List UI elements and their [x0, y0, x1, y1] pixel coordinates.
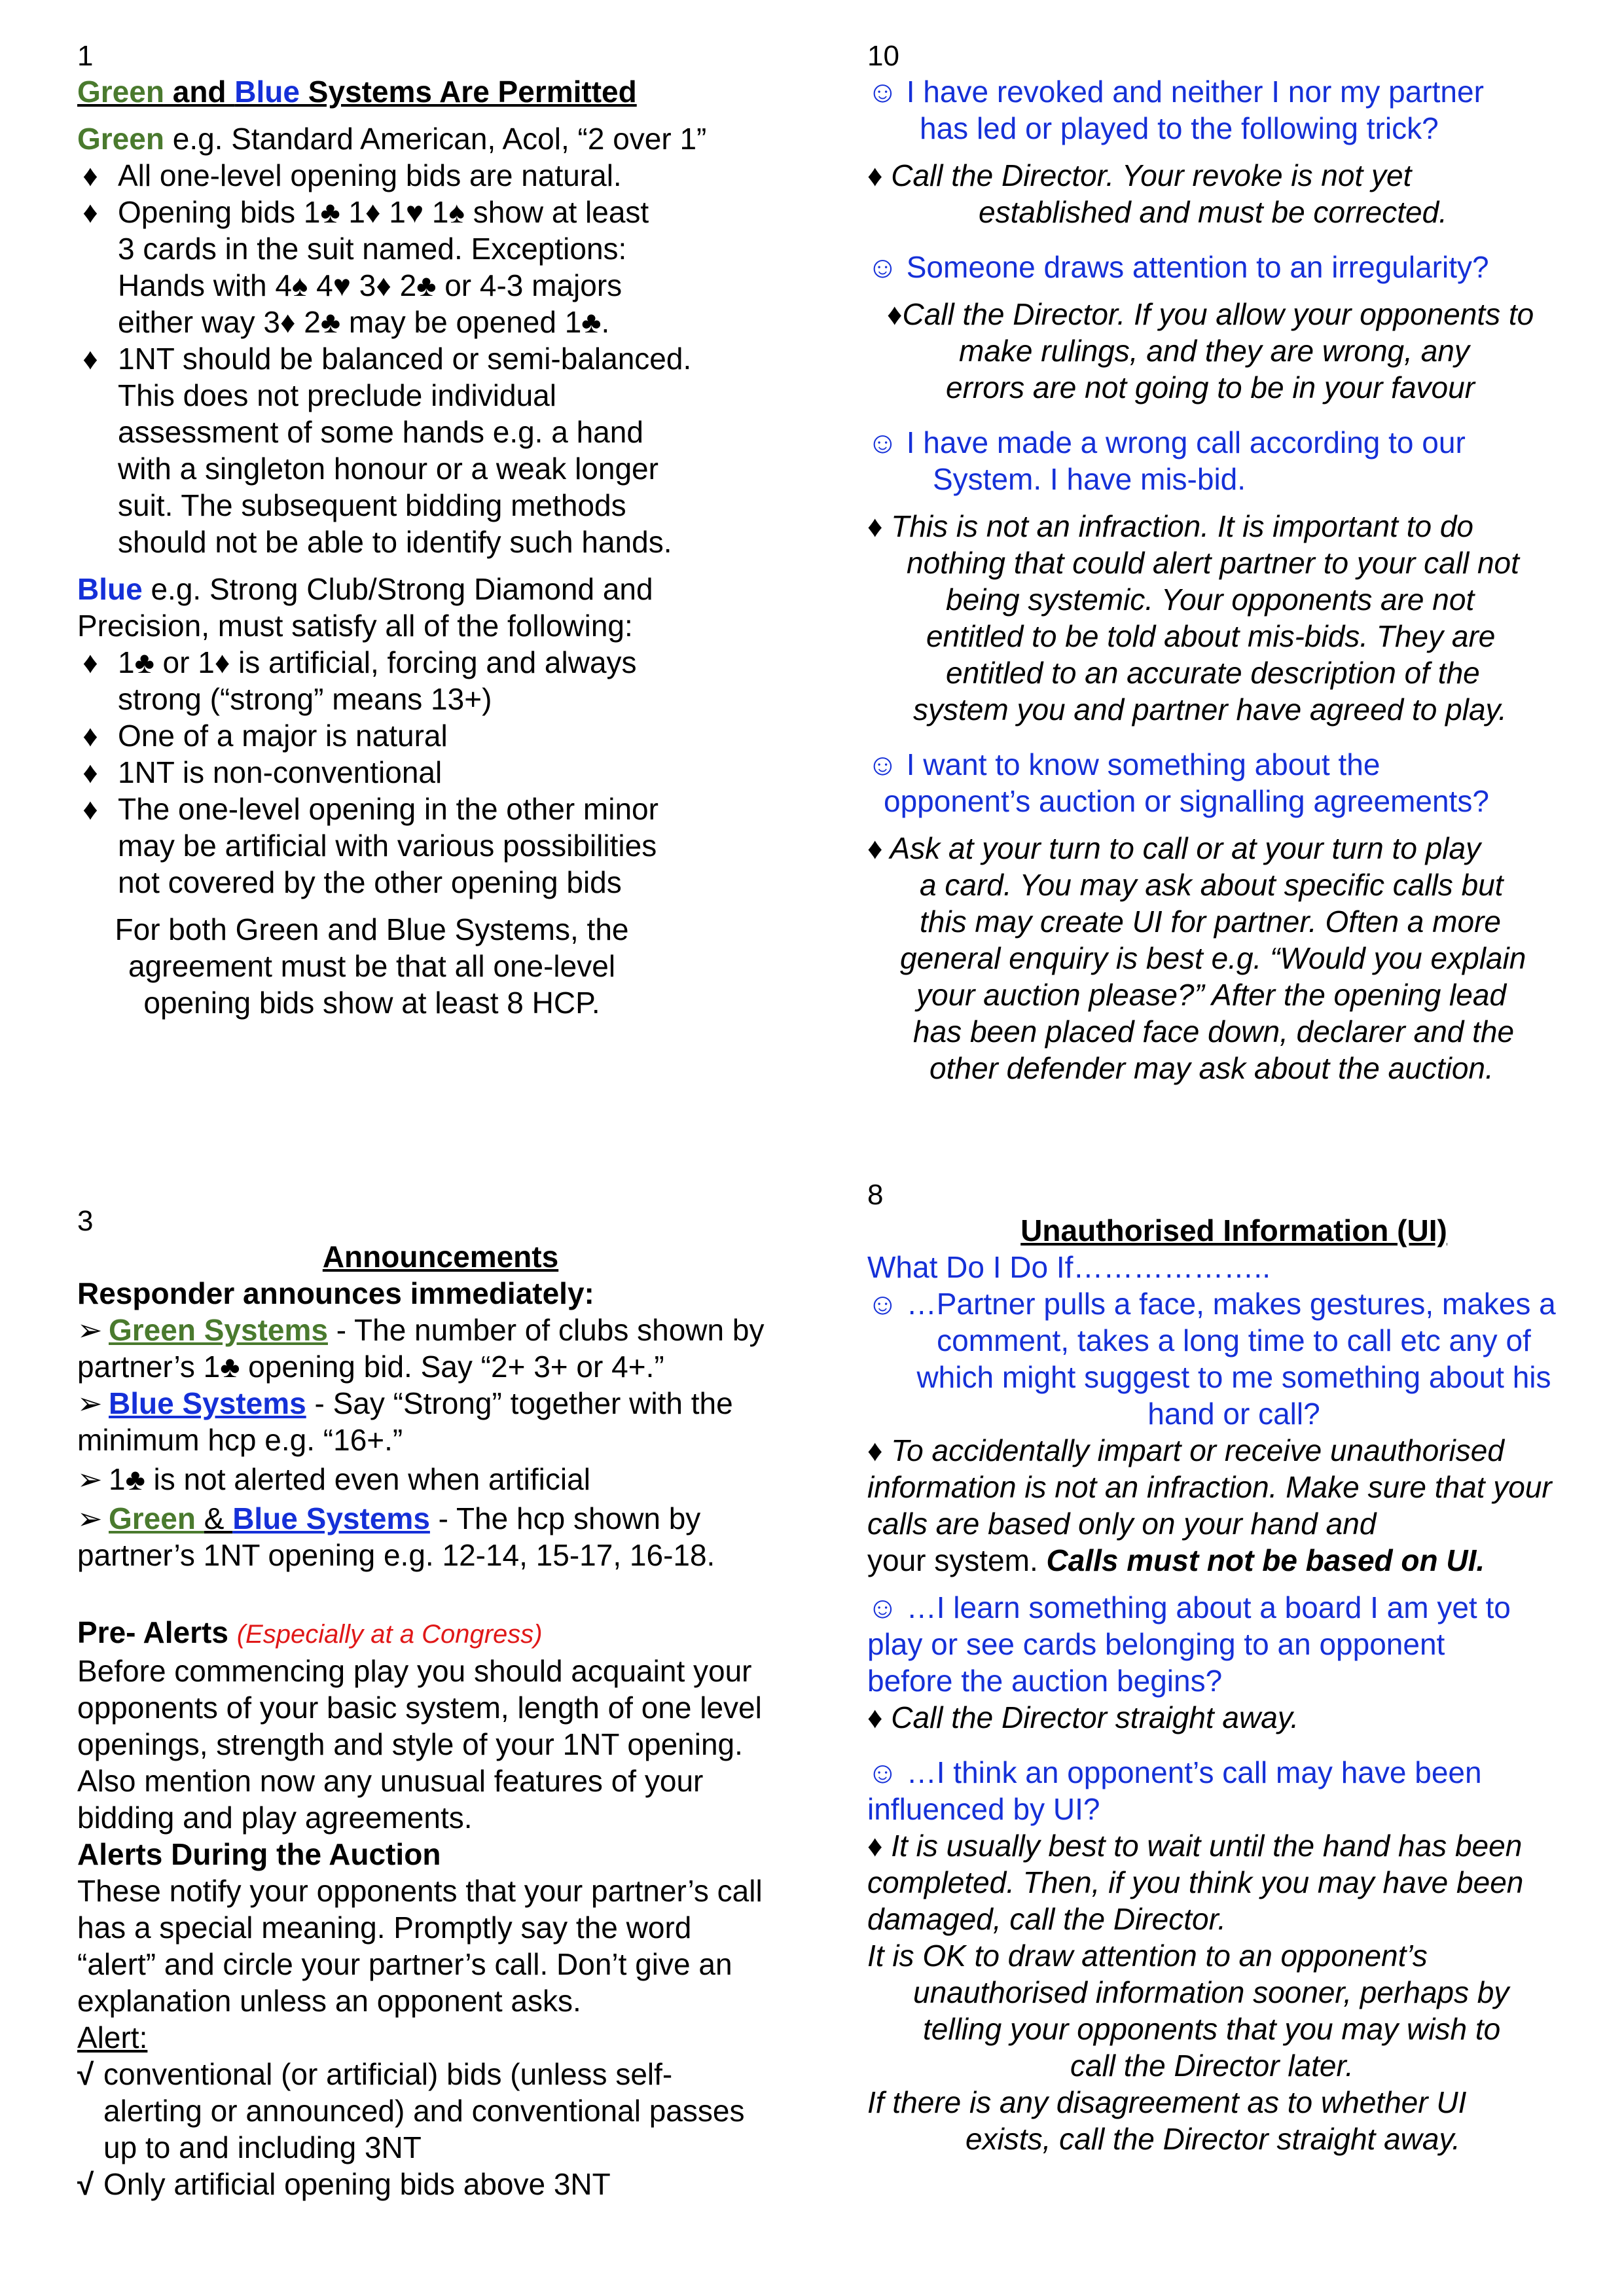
list-item-text: Only artificial opening bids above 3NT	[103, 2167, 611, 2201]
title-rest: Systems Are Permitted	[299, 75, 637, 109]
question-line: which might suggest to me something about his	[916, 1360, 1551, 1394]
answer-line: a card. You may ask about specific calls but	[920, 868, 1504, 902]
page-number: 10	[867, 40, 899, 72]
blue-description-line2: Precision, must satisfy all of the following:	[77, 609, 633, 643]
arrow-bullet-icon: ➢	[77, 1386, 103, 1420]
list-item	[77, 1500, 804, 1537]
section-title: Unauthorised Information (UI)	[1020, 1213, 1447, 1247]
answer	[867, 157, 1600, 230]
answer-line: ♦ To accidentally impart or receive unauthorised	[867, 1433, 1504, 1467]
list-item-text: 1NT should be balanced or semi-balanced.	[118, 342, 692, 376]
page-number: 1	[77, 40, 94, 72]
list-item	[77, 1461, 804, 1498]
answer-line: damaged, call the Director.	[867, 1902, 1227, 1936]
blue-system-heading	[77, 571, 804, 607]
paragraph-line: openings, strength and style of your 1NT opening.	[77, 1727, 743, 1761]
list-item-text: partner’s 1♣ opening bid. Say “2+ 3+ or 4+.”	[77, 1350, 664, 1384]
note-line: agreement must be that all one-level	[128, 949, 616, 983]
answer-emphasis: Calls must not be based on UI.	[1046, 1543, 1485, 1577]
list-item-text: assessment of some hands e.g. a hand	[118, 415, 643, 449]
answer-line	[867, 1542, 1600, 1579]
question-line: has led or played to the following trick?	[920, 111, 1439, 145]
title-and: and	[164, 75, 235, 109]
paragraph-line: opponents of your basic system, length of one level	[77, 1691, 762, 1725]
diamond-bullet-icon: ♦	[82, 645, 98, 679]
pre-alerts-title: Pre- Alerts	[77, 1615, 228, 1649]
list-item-text: suit. The subsequent bidding methods	[118, 488, 626, 522]
question	[867, 1589, 1600, 1699]
diamond-bullet-icon: ♦	[82, 195, 98, 229]
answer-line: exists, call the Director straight away.	[965, 2122, 1460, 2156]
answer-line: It is OK to draw attention to an opponent’s	[867, 1939, 1428, 1973]
both-systems-note	[77, 911, 666, 1021]
answer-line: ♦ It is usually best to wait until the hand has been	[867, 1829, 1523, 1863]
blue-label: Blue	[77, 572, 143, 606]
list-item	[77, 194, 804, 340]
list-item-text: - Say “Strong” together with the	[306, 1386, 733, 1420]
answer	[867, 1699, 1600, 1736]
subheading: Responder announces immediately:	[77, 1276, 594, 1310]
question	[867, 746, 1600, 819]
green-description: e.g. Standard American, Acol, “2 over 1”	[164, 122, 707, 156]
ampersand: &	[204, 1501, 233, 1535]
answer-line: nothing that could alert partner to your call not	[907, 546, 1519, 580]
answer-line: has been placed face down, declarer and the	[913, 1014, 1515, 1049]
answer	[867, 1432, 1600, 1579]
list-item-text: - The hcp shown by	[429, 1501, 701, 1535]
alerts-heading: Alerts During the Auction	[77, 1837, 441, 1871]
list-item-text: partner’s 1NT opening e.g. 12-14, 15-17, 16-18.	[77, 1538, 715, 1572]
question-line: play or see cards belonging to an opponent	[867, 1627, 1445, 1661]
green-systems-link[interactable]: Green	[109, 1501, 204, 1535]
answer-line: entitled to an accurate description of the	[946, 656, 1480, 690]
list-item	[77, 2166, 804, 2202]
list-item-text: strong (“strong” means 13+)	[118, 682, 492, 716]
question	[867, 1754, 1600, 1827]
answer-line: If there is any disagreement as to whether UI	[867, 2085, 1467, 2119]
list-item-text: may be artificial with various possibilities	[118, 829, 657, 863]
green-label: Green	[77, 122, 164, 156]
question-line: comment, takes a long time to call etc any of	[937, 1323, 1531, 1357]
answer-line: entitled to be told about mis-bids. They are	[926, 619, 1496, 653]
list-item	[77, 1312, 804, 1348]
arrow-bullet-icon: ➢	[77, 1313, 103, 1347]
question-line: opponent’s auction or signalling agreements?	[884, 784, 1489, 818]
answer-line: errors are not going to be in your favour	[946, 370, 1475, 404]
list-item-text: either way 3♦ 2♣ may be opened 1♣.	[118, 305, 610, 339]
paragraph-line: Before commencing play you should acquaint your	[77, 1654, 752, 1688]
paragraph-line: explanation unless an opponent asks.	[77, 1984, 581, 2018]
list-item-text: 1♣ is not alerted even when artificial	[109, 1462, 590, 1496]
answer-line: general enquiry is best e.g. “Would you explain	[900, 941, 1526, 975]
answer-line: ♦ Call the Director straight away.	[867, 1700, 1299, 1734]
panel-announcements	[77, 1204, 804, 2202]
title-green: Green	[77, 75, 164, 109]
diamond-bullet-icon: ♦	[82, 158, 98, 192]
question	[867, 73, 1600, 147]
pre-alerts-heading	[77, 1614, 804, 1653]
list-item	[77, 2056, 804, 2166]
section-title: Announcements	[322, 1240, 559, 1274]
answer-line: other defender may ask about the auction.	[929, 1051, 1494, 1085]
list-item-text: conventional (or artificial) bids (unless self-	[103, 2057, 673, 2091]
list-item	[77, 340, 804, 560]
answer	[867, 1827, 1600, 2157]
question-line: ☺ I want to know something about the	[867, 747, 1380, 781]
answer	[867, 508, 1600, 728]
answer-line: ♦Call the Director. If you allow your opponents to	[887, 297, 1534, 331]
list-item-text: The one-level opening in the other minor	[118, 792, 659, 826]
list-item-text: - The number of clubs shown by	[327, 1313, 765, 1347]
diamond-bullet-icon: ♦	[82, 719, 98, 753]
arrow-bullet-icon: ➢	[77, 1462, 103, 1496]
diamond-bullet-icon: ♦	[82, 792, 98, 826]
answer-line: information is not an infraction. Make sure that your	[867, 1470, 1552, 1504]
answer	[867, 830, 1600, 1086]
alert-label: Alert:	[77, 2020, 148, 2054]
question	[867, 249, 1600, 285]
title-blue: Blue	[234, 75, 300, 109]
question-line: ☺ …I learn something about a board I am yet to	[867, 1590, 1511, 1624]
paragraph-line: Also mention now any unusual features of your	[77, 1764, 704, 1798]
question-line: ☺ …I think an opponent’s call may have been	[867, 1755, 1482, 1789]
answer-line: calls are based only on your hand and	[867, 1507, 1377, 1541]
list-item-text: Opening bids 1♣ 1♦ 1♥ 1♠ show at least	[118, 195, 649, 229]
list-item-text: All one-level opening bids are natural.	[118, 158, 622, 192]
answer-line: being systemic. Your opponents are not	[946, 583, 1475, 617]
answer-text: your system.	[867, 1543, 1047, 1577]
answer	[867, 296, 1600, 406]
list-item-text: should not be able to identify such hands.	[118, 525, 672, 559]
list-item-text: 3 cards in the suit named. Exceptions:	[118, 232, 627, 266]
answer-line: this may create UI for partner. Often a more	[920, 905, 1501, 939]
paragraph-line: “alert” and circle your partner’s call. Don’t give an	[77, 1947, 732, 1981]
what-do-i-do: What Do I Do If………………..	[867, 1250, 1271, 1284]
paragraph-line: bidding and play agreements.	[77, 1801, 473, 1835]
note-line: opening bids show at least 8 HCP.	[143, 986, 600, 1020]
congress-note: (Especially at a Congress)	[236, 1620, 543, 1649]
list-item-text: alerting or announced) and conventional passes	[103, 2094, 745, 2128]
panel-revokes-irregularities	[867, 39, 1600, 1086]
diamond-bullet-icon: ♦	[82, 342, 98, 376]
question	[867, 1285, 1600, 1432]
list-item-text: minimum hcp e.g. “16+.”	[77, 1423, 403, 1457]
answer-line: telling your opponents that you may wish to	[923, 2012, 1501, 2046]
paragraph-line: These notify your opponents that your partner’s call	[77, 1874, 763, 1908]
page-number: 3	[77, 1205, 94, 1237]
list-item-text: 1NT is non-conventional	[118, 755, 442, 789]
list-item	[77, 791, 804, 901]
answer-line: ♦ Call the Director. Your revoke is not yet	[867, 158, 1412, 192]
list-item-text: with a singleton honour or a weak longer	[118, 452, 659, 486]
paragraph-line: has a special meaning. Promptly say the word	[77, 1910, 692, 1945]
question-line: ☺ Someone draws attention to an irregularity?	[867, 250, 1489, 284]
list-item	[77, 754, 804, 791]
question-line: hand or call?	[1147, 1397, 1320, 1431]
check-icon: √	[77, 2167, 94, 2201]
answer-line: ♦ This is not an infraction. It is important to do	[867, 509, 1473, 543]
list-item-text: This does not preclude individual	[118, 378, 556, 412]
answer-line: unauthorised information sooner, perhaps by	[913, 1975, 1509, 2009]
answer-line: make rulings, and they are wrong, any	[959, 334, 1470, 368]
list-item-text: One of a major is natural	[118, 719, 448, 753]
arrow-bullet-icon: ➢	[77, 1501, 103, 1535]
panel-systems-permitted	[77, 39, 804, 1021]
list-item	[77, 157, 804, 194]
list-item	[77, 717, 804, 754]
list-item-text: 1♣ or 1♦ is artificial, forcing and always	[118, 645, 637, 679]
question-line: System. I have mis-bid.	[933, 462, 1246, 496]
answer-line: completed. Then, if you think you may have been	[867, 1865, 1524, 1899]
green-system-heading	[77, 120, 804, 157]
question-line: ☺ I have revoked and neither I nor my partner	[867, 75, 1484, 109]
question-line: ☺ I have made a wrong call according to our	[867, 425, 1466, 459]
list-item	[77, 1385, 804, 1422]
list-item-text: up to and including 3NT	[103, 2130, 422, 2164]
green-systems-link[interactable]: Green Systems	[109, 1313, 328, 1347]
blue-systems-link[interactable]: Blue Systems	[232, 1501, 430, 1535]
answer-line: established and must be corrected.	[979, 195, 1447, 229]
list-item	[77, 644, 804, 717]
question-line: ☺ …Partner pulls a face, makes gestures, makes a	[867, 1287, 1556, 1321]
answer-line: system you and partner have agreed to play.	[913, 692, 1507, 726]
list-item-text: Hands with 4♠ 4♥ 3♦ 2♣ or 4-3 majors	[118, 268, 623, 302]
panel-unauthorised-information	[867, 1178, 1600, 2157]
answer-line: your auction please?” After the opening lead	[916, 978, 1507, 1012]
check-icon: √	[77, 2057, 94, 2091]
page-number: 8	[867, 1179, 884, 1211]
question	[867, 424, 1600, 497]
section-title	[77, 73, 804, 110]
list-item-text: not covered by the other opening bids	[118, 865, 622, 899]
blue-systems-link[interactable]: Blue Systems	[109, 1386, 306, 1420]
diamond-bullet-icon: ♦	[82, 755, 98, 789]
answer-line: ♦ Ask at your turn to call or at your turn to play	[867, 831, 1481, 865]
answer-line: call the Director later.	[1070, 2049, 1354, 2083]
blue-description: e.g. Strong Club/Strong Diamond and	[142, 572, 653, 606]
note-line: For both Green and Blue Systems, the	[115, 912, 629, 946]
question-line: influenced by UI?	[867, 1792, 1100, 1826]
question-line: before the auction begins?	[867, 1664, 1223, 1698]
